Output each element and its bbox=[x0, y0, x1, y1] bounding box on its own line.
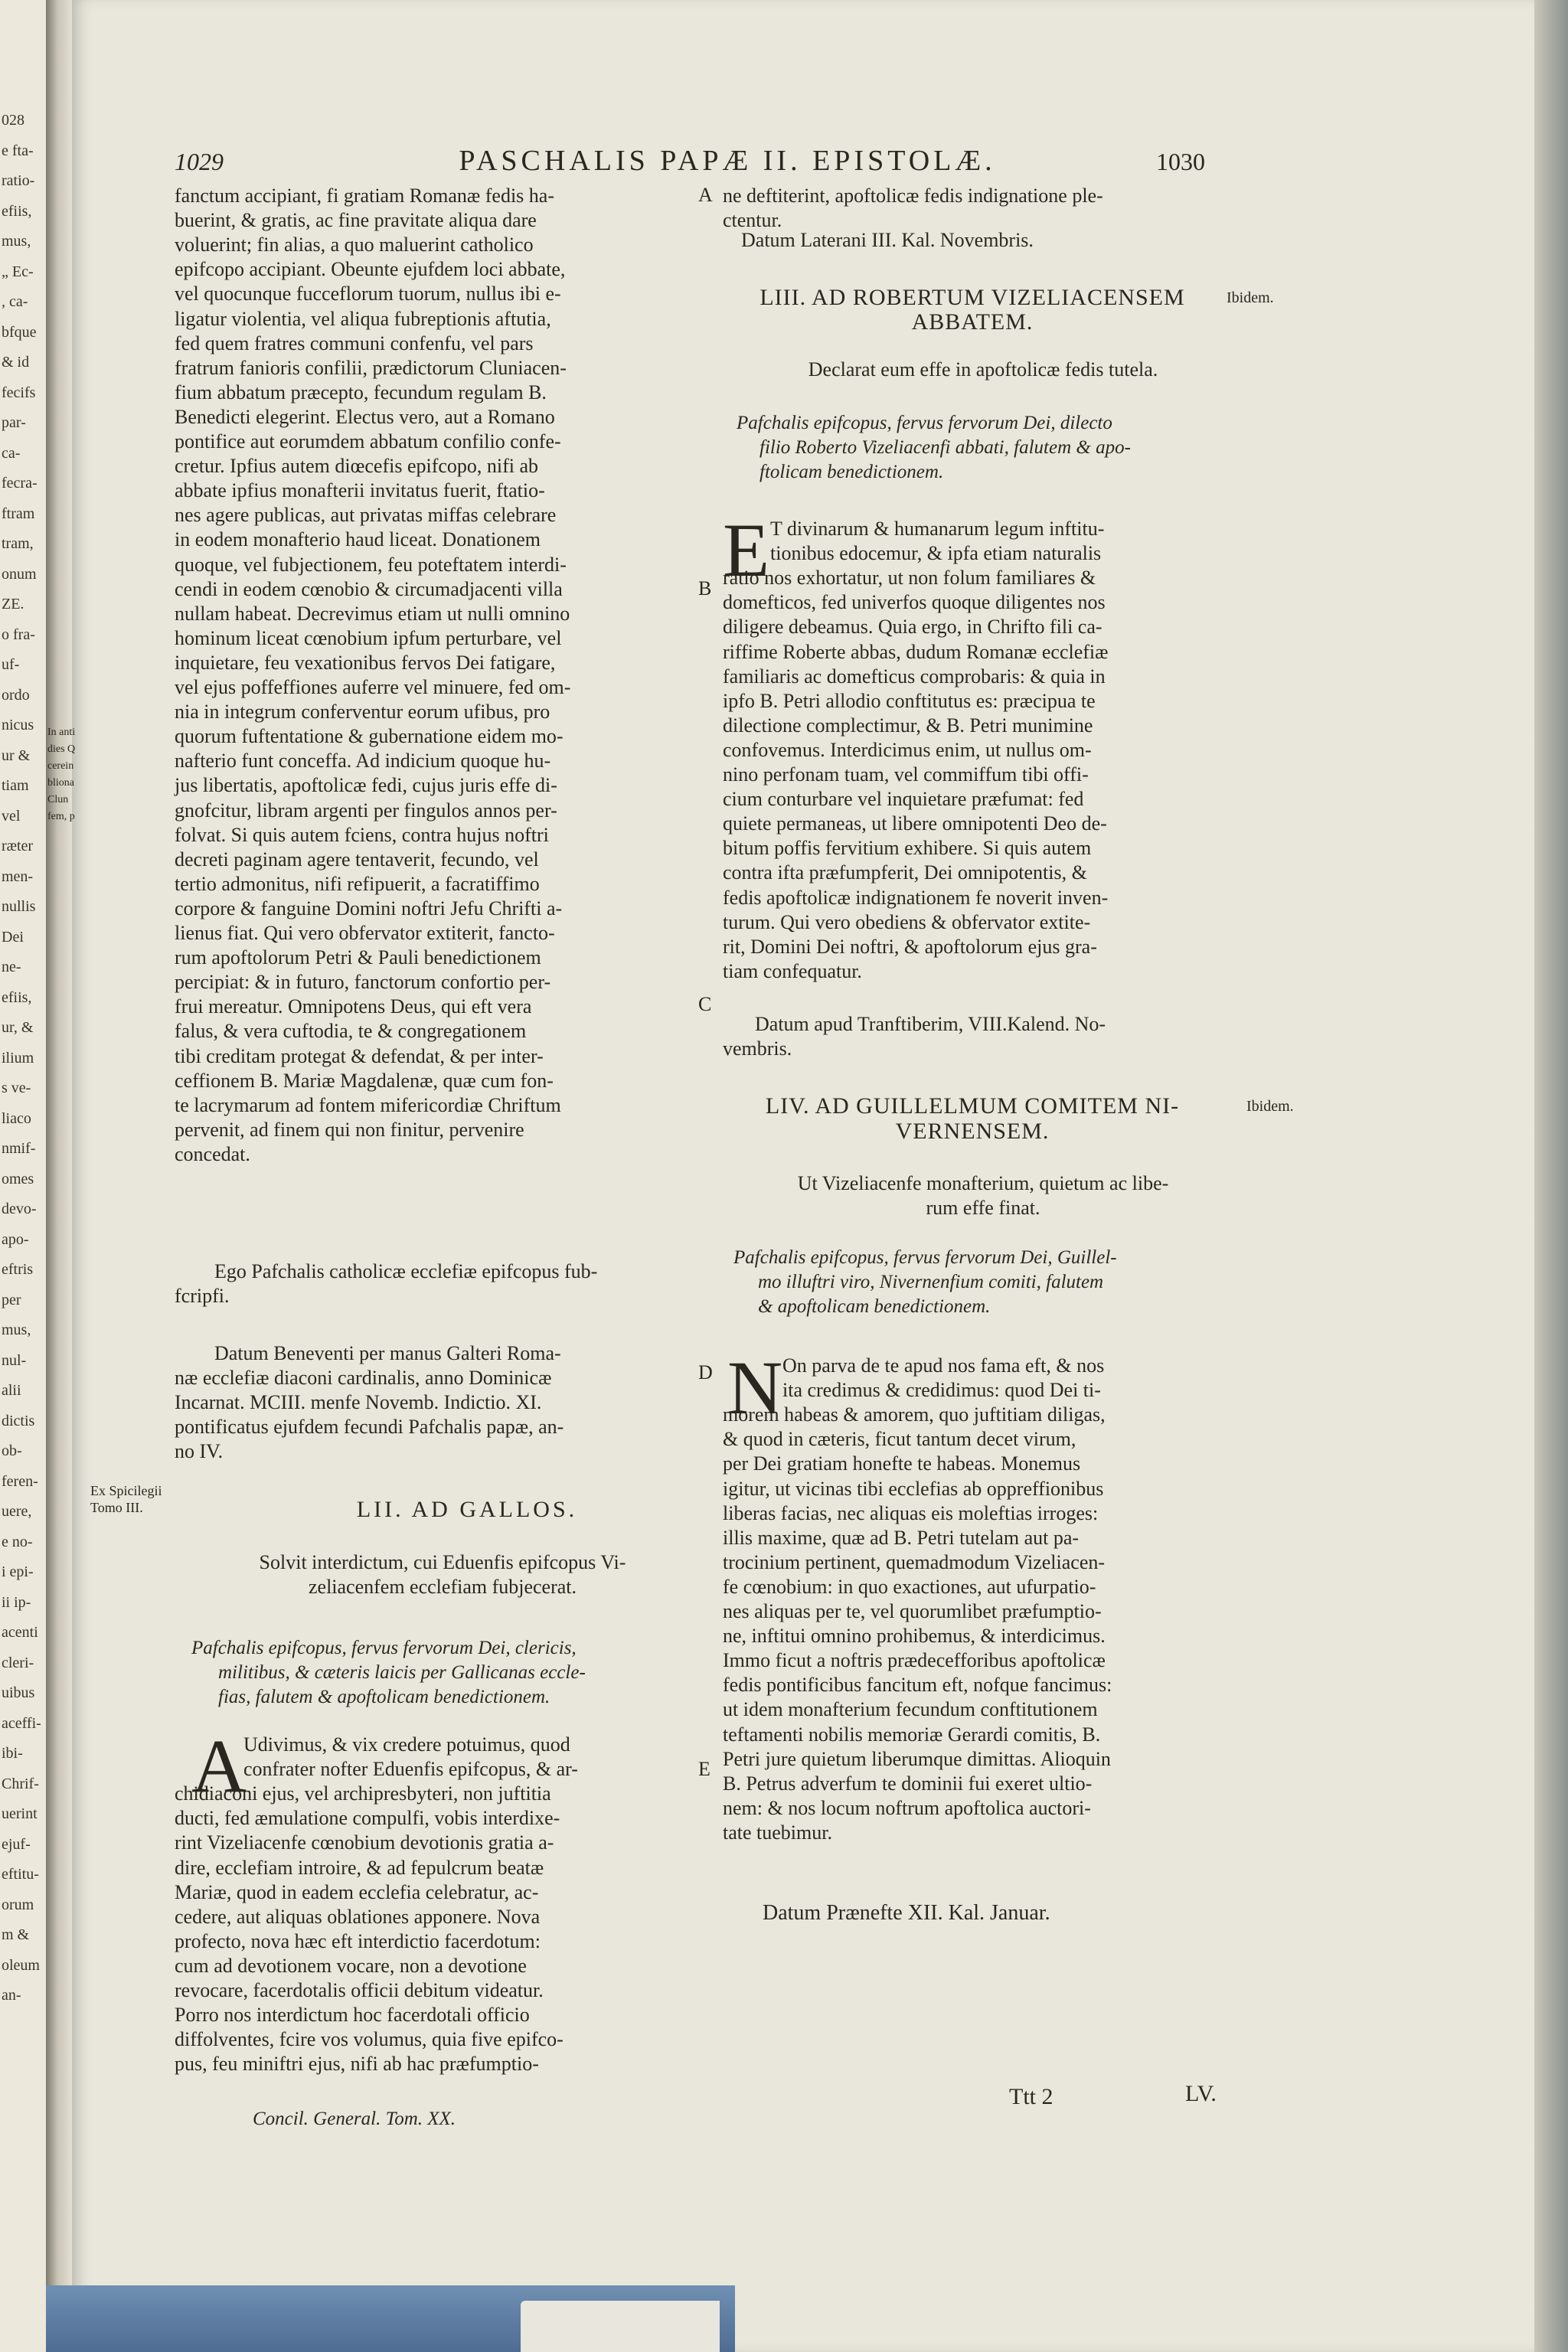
left-page-fragment: nul- bbox=[2, 1351, 27, 1369]
text-line: trocinium pertinent, quemadmodum Vizeliacen- bbox=[723, 1550, 1106, 1573]
text-line: cendi in eodem cœnobio & circumadjacenti villa bbox=[175, 577, 563, 600]
text-line: revocare, facerdotalis officii debitum videatur. bbox=[175, 1979, 544, 2001]
text-line: confovemus. Interdicimus enim, ut nullus om- bbox=[723, 738, 1092, 761]
bottom-cover-strip bbox=[46, 2285, 735, 2352]
text-line: nino perfonam tuam, vel commiffum tibi offi- bbox=[723, 763, 1089, 786]
left-page-fragment: „ Ec- bbox=[2, 263, 34, 280]
left-page-fragment: ZE. bbox=[2, 596, 24, 612]
text-line: ceffionem B. Mariæ Magdalenæ, quæ cum fon- bbox=[175, 1069, 554, 1092]
left-page-fragment: s ve- bbox=[2, 1080, 31, 1096]
left-page-fragment: uere, bbox=[2, 1503, 32, 1520]
section-heading-liv-2: VERNENSEM. bbox=[895, 1119, 1050, 1144]
text-line: morem habeas & amorem, quo juftitiam diligas, bbox=[723, 1403, 1106, 1426]
salutation-line: Pafchalis epifcopus, fervus fervorum Dei, clericis, bbox=[191, 1638, 577, 1658]
text-line: corpore & fanguine Domini noftri Jefu Chrifti a- bbox=[175, 897, 563, 920]
text-line: confrater nofter Eduenfis epifcopus, & ar- bbox=[243, 1758, 578, 1781]
left-page-fragment: ræter bbox=[2, 838, 34, 854]
text-line: Benedicti elegerint. Electus vero, aut a Romano bbox=[175, 405, 555, 428]
datum-line: Datum Laterani III. Kal. Novembris. bbox=[741, 229, 1034, 251]
text-line: dilectione complectimur, & B. Petri munimine bbox=[723, 714, 1093, 737]
text-line: voluerint; fin alias, a quo maluerint catholico bbox=[175, 234, 534, 256]
text-line: fium abbatum præcepto, fecundum regulam B. bbox=[175, 381, 547, 403]
text-line: quorum fuftentatione & gubernatione eidem mo- bbox=[175, 725, 564, 748]
margin-note-small: cerein bbox=[47, 760, 74, 772]
salutation-line: & apoftolicam benedictionem. bbox=[758, 1296, 991, 1318]
text-line: pontifice aut eorumdem abbatum confilio confe- bbox=[175, 430, 561, 452]
text-line: nes aliquas per te, vel quorumlibet præfumptio- bbox=[723, 1600, 1102, 1622]
left-page-fragment: ur & bbox=[2, 746, 31, 764]
left-page-fragment: orum bbox=[2, 1896, 34, 1913]
text-line: fanctum accipiant, fi gratiam Romanæ fedis ha- bbox=[175, 185, 554, 207]
text-line: abbate ipfius monafterii invitatus fuerit, ftatio- bbox=[175, 479, 545, 502]
left-page-fragment: ejuf- bbox=[2, 1835, 31, 1853]
section-letter: B bbox=[698, 577, 712, 599]
left-page-fragment: ob- bbox=[2, 1442, 22, 1459]
text-line: ut idem monafterium fecundum conftitutionem bbox=[723, 1698, 1098, 1721]
summary-line: Solvit interdictum, cui Eduenfis epifcopus Vi- bbox=[259, 1551, 626, 1573]
salutation-line: fias, falutem & apoftolicam benedictionem. bbox=[218, 1687, 550, 1708]
datum-line: næ ecclefiæ diaconi cardinalis, anno Dominicæ bbox=[175, 1367, 552, 1390]
text-line: riffime Roberte abbas, dudum Romanæ ecclefiæ bbox=[723, 640, 1109, 663]
datum-line: no IV. bbox=[175, 1440, 224, 1463]
left-page-fragment: aceffi- bbox=[2, 1714, 41, 1732]
left-page-fragment: liaco bbox=[2, 1109, 31, 1127]
text-line: ita credimus & credidimus: quod Dei ti- bbox=[782, 1379, 1101, 1402]
text-line: nullam habeat. Decrevimus etiam ut nulli omnino bbox=[175, 602, 570, 625]
text-line: jus libertatis, apoftolicæ fedi, cujus juris effe di- bbox=[175, 774, 557, 797]
summary-line: zeliacenfem ecclefiam fubjecerat. bbox=[308, 1576, 577, 1599]
left-page-fragment: bfque bbox=[2, 323, 37, 341]
text-line: folvat. Si quis autem fciens, contra hujus noftri bbox=[175, 823, 549, 846]
left-page-fragment: nicus bbox=[2, 717, 34, 733]
section-letter: A bbox=[698, 184, 713, 206]
salutation-line: ftolicam benedictionem. bbox=[760, 462, 944, 483]
text-line: rit, Domini Dei noftri, & apoftolorum ejus gra- bbox=[723, 935, 1097, 958]
section-heading-lii: LII. AD GALLOS. bbox=[356, 1497, 578, 1522]
left-page-fragment: apo- bbox=[2, 1230, 29, 1248]
datum-line: Datum Prænefte XII. Kal. Januar. bbox=[763, 1901, 1050, 1925]
left-page-fragment: ibi- bbox=[2, 1745, 23, 1762]
left-page-fragment: ratio- bbox=[2, 172, 35, 189]
text-line: Porro nos interdictum hoc facerdotali officio bbox=[175, 2004, 530, 2027]
text-line: te lacrymarum ad fontem mifericordiæ Chriftum bbox=[175, 1093, 561, 1116]
left-page-fragment: ii ip- bbox=[2, 1593, 31, 1611]
running-head: PASCHALIS PAPÆ II. EPISTOLÆ. bbox=[459, 145, 996, 177]
text-line: fratrum fanioris confilii, prædictorum Cluniacen- bbox=[175, 356, 567, 379]
left-page-fragment: par- bbox=[2, 414, 26, 431]
text-line: ligatur violentia, vel aliqua fubreptionis aftutia, bbox=[175, 307, 551, 330]
left-page-fragment: vel bbox=[2, 807, 21, 825]
text-line: tate tuebimur. bbox=[723, 1821, 832, 1844]
text-line: lienus fiat. Qui vero obfervator extiterit, fancto- bbox=[175, 922, 555, 944]
margin-note-small: fem, p bbox=[47, 811, 75, 822]
left-page-fragment: efiis, bbox=[2, 988, 32, 1006]
left-page-strip bbox=[0, 0, 47, 2352]
left-page-fragment: ne- bbox=[2, 959, 21, 975]
folio-left: 1029 bbox=[175, 148, 224, 175]
left-page-fragment: ur, & bbox=[2, 1019, 34, 1036]
text-line: cedere, aut aliquas oblationes apponere. Nova bbox=[175, 1905, 541, 1928]
left-page-fragment: Chrif- bbox=[2, 1775, 39, 1792]
left-page-fragment: nmif- bbox=[2, 1140, 36, 1157]
text-line: epifcopo accipiant. Obeunte ejufdem loci abbate, bbox=[175, 258, 566, 281]
text-line: turum. Qui vero obediens & obfervator extite- bbox=[723, 910, 1091, 933]
section-heading-liii: LIII. AD ROBERTUM VIZELIACENSEM bbox=[760, 285, 1185, 310]
text-line: liberas facias, nec aliquas eis moleftias irroges: bbox=[723, 1501, 1099, 1524]
text-line: rum apoftolorum Petri & Pauli benedictionem bbox=[175, 946, 541, 969]
left-page-fragment: fecifs bbox=[2, 384, 36, 401]
text-line: & quod in cæteris, ficut tantum decet virum, bbox=[723, 1428, 1076, 1451]
section-letter: D bbox=[698, 1361, 713, 1383]
text-line: tertio admonitus, nifi refipuerit, a facratiffimo bbox=[175, 872, 540, 895]
margin-spicilegii-1: Ex Spicilegii bbox=[90, 1483, 162, 1498]
left-page-fragment: eftitu- bbox=[2, 1866, 39, 1883]
text-line: ne, inftitui omnino prohibemus, & interdicimus. bbox=[723, 1625, 1106, 1648]
text-line: in eodem monafterio haud liceat. Donationem bbox=[175, 528, 541, 551]
text-line: dire, ecclefiam introire, & ad fepulcrum beatæ bbox=[175, 1856, 544, 1879]
left-page-fragment: mus, bbox=[2, 233, 31, 250]
text-line: nes agere publicas, aut privatas miffas celebrare bbox=[175, 504, 557, 527]
salutation-line: Pafchalis epifcopus, fervus fervorum Dei, Guillel- bbox=[733, 1247, 1117, 1268]
left-page-fragment: oleum bbox=[2, 1956, 40, 1974]
left-page-fragment: 028 bbox=[2, 112, 24, 129]
catchword: LV. bbox=[1185, 2081, 1217, 2106]
signature-mark: Ttt 2 bbox=[1009, 2084, 1054, 2109]
text-line: ipfo B. Petri allodio conftitutus es: præcipua te bbox=[723, 689, 1096, 712]
text-line: familiaris ac domefticus comprobaris: & quia in bbox=[723, 665, 1106, 688]
text-line: contra ifta præfumpferit, Dei omnipotentis, & bbox=[723, 861, 1087, 884]
text-line: nem: & nos locum noftrum apoftolica auctori- bbox=[723, 1796, 1091, 1819]
left-page-fragment: cleri- bbox=[2, 1654, 34, 1671]
margin-note-small: Clun bbox=[47, 794, 69, 805]
salutation-line: militibus, & cæteris laicis per Gallicanas eccle- bbox=[218, 1662, 586, 1684]
datum-line: pontificatus ejufdem fecundi Pafchalis papæ, an- bbox=[175, 1416, 564, 1439]
text-line: pervenit, ad finem qui non finitur, pervenire bbox=[175, 1118, 524, 1141]
signature-line: fcripfi. bbox=[175, 1285, 230, 1308]
left-page-fragment: fecra- bbox=[2, 475, 38, 492]
text-line: pus, feu miniftri ejus, nifi ab hac præfumptio- bbox=[175, 2053, 539, 2076]
datum-line: Datum apud Tranftiberim, VIII.Kalend. No- bbox=[755, 1013, 1106, 1035]
left-page-fragment: alii bbox=[2, 1382, 21, 1399]
text-line: cium conturbare vel inquietare præfumat: fed bbox=[723, 788, 1084, 811]
text-line: falus, & vera cuftodia, te & congregationem bbox=[175, 1020, 527, 1043]
text-line: hominum liceat cœnobium ipfum perturbare, vel bbox=[175, 626, 562, 649]
text-line: Udivimus, & vix credere potuimus, quod bbox=[243, 1733, 570, 1756]
text-line: fe cœnobium: in quo exactiones, aut ufurpatio- bbox=[723, 1575, 1096, 1598]
book-gutter bbox=[46, 0, 72, 2352]
left-page-fragment: omes bbox=[2, 1170, 34, 1187]
left-page-fragment: men- bbox=[2, 867, 34, 885]
text-line: illis maxime, quæ ad B. Petri tutelam aut pa- bbox=[723, 1526, 1080, 1549]
left-page-fragment: ilium bbox=[2, 1049, 34, 1067]
left-page-fragment: nullis bbox=[2, 898, 36, 915]
text-line: quoque, vel fubjectionem, feu poteftatem interdi- bbox=[175, 553, 567, 576]
text-line: ctentur. bbox=[723, 209, 782, 232]
text-line: domefticos, fed univerfos quoque diligentes nos bbox=[723, 591, 1106, 614]
drop-cap: E bbox=[723, 508, 770, 593]
text-line: chidiaconi ejus, vel archipresbyteri, non juftitia bbox=[175, 1782, 551, 1805]
datum-line: Incarnat. MCIII. menfe Novemb. Indictio. XI. bbox=[175, 1391, 542, 1414]
salutation-line: filio Roberto Vizeliacenfi abbati, falutem & apo- bbox=[760, 437, 1131, 459]
drop-cap: N bbox=[727, 1345, 783, 1430]
text-line: percipiat: & in futuro, fanctorum confortio per- bbox=[175, 971, 551, 994]
text-line: fedis apoftolicæ indignationem fe noverit inven- bbox=[723, 886, 1109, 909]
text-line: Immo ficut a noftris prædecefforibus apoftolicæ bbox=[723, 1649, 1106, 1672]
text-line: nafterio funt conceffa. Ad indicium quoque hu- bbox=[175, 750, 551, 773]
left-page-fragment: an- bbox=[2, 1987, 21, 2004]
summary-line: Ut Vizeliacenfe monafterium, quietum ac libe- bbox=[797, 1172, 1169, 1194]
text-line: decreti paginam agere tentaverit, fecundo, vel bbox=[175, 848, 539, 871]
datum-line: Datum Beneventi per manus Galteri Roma- bbox=[214, 1342, 561, 1364]
text-line: fedis pontificibus fancitum eft, nofque fancimus: bbox=[723, 1674, 1112, 1697]
left-page-fragment: o fra- bbox=[2, 626, 35, 643]
text-line: tibi creditam protegat & defendat, & per inter- bbox=[175, 1044, 544, 1067]
text-line: ne deftiterint, apoftolicæ fedis indignatione ple- bbox=[723, 185, 1103, 207]
left-page-fragment: feren- bbox=[2, 1472, 38, 1490]
text-line: rint Vizeliacenfe cœnobium devotionis gratia a- bbox=[175, 1831, 554, 1854]
page-edge bbox=[1534, 0, 1568, 2352]
margin-ibidem-liii: Ibidem. bbox=[1227, 289, 1274, 306]
left-page-fragment: uf- bbox=[2, 656, 20, 673]
left-page-fragment: efiis, bbox=[2, 202, 32, 220]
bookmark-tab bbox=[521, 2301, 720, 2352]
text-line: On parva de te apud nos fama eft, & nos bbox=[782, 1354, 1105, 1377]
text-line: fed quem fratres communi confenfu, vel pars bbox=[175, 332, 534, 354]
margin-spicilegii-2: Tomo III. bbox=[90, 1500, 143, 1515]
summary-line: Declarat eum effe in apoftolicæ fedis tutela. bbox=[808, 358, 1158, 381]
text-line: inquietare, feu vexationibus fervos Dei fatigare, bbox=[175, 651, 556, 674]
text-line: buerint, & gratis, ac fine pravitate aliqua dare bbox=[175, 209, 537, 232]
left-page-fragment: tram, bbox=[2, 535, 34, 552]
text-line: ratio nos exhortatur, ut non folum familiares & bbox=[723, 567, 1096, 590]
text-line: diligere debeamus. Quia ergo, in Chrifto fili ca- bbox=[723, 616, 1102, 639]
left-page-fragment: uibus bbox=[2, 1684, 35, 1701]
summary-line: rum effe finat. bbox=[926, 1197, 1040, 1220]
datum-line: vembris. bbox=[723, 1037, 792, 1060]
salutation-line: Pafchalis epifcopus, fervus fervorum Dei, dilecto bbox=[737, 413, 1112, 433]
text-line: tiam confequatur. bbox=[723, 959, 862, 982]
left-page-fragment: uerint bbox=[2, 1805, 38, 1822]
salutation-line: mo illuftri viro, Nivernenfium comiti, falutem bbox=[758, 1272, 1104, 1293]
left-page-fragment: ordo bbox=[2, 686, 30, 704]
text-line: B. Petrus adverfum te dominii fui exeret ultio- bbox=[723, 1772, 1093, 1795]
left-page-fragment: eftris bbox=[2, 1261, 34, 1278]
left-page-fragment: e no- bbox=[2, 1533, 33, 1550]
text-line: vel ejus poffeffiones auferre vel minuere, fed om- bbox=[175, 676, 571, 698]
text-line: T divinarum & humanarum legum inftitu- bbox=[770, 518, 1105, 540]
left-page-fragment: , ca- bbox=[2, 293, 28, 310]
left-page-fragment: devo- bbox=[2, 1200, 37, 1217]
text-line: frui mereatur. Omnipotens Deus, qui eft vera bbox=[175, 995, 532, 1018]
margin-note-small: In anti bbox=[47, 727, 76, 738]
margin-note-small: bliona bbox=[47, 777, 74, 789]
margin-ibidem-liv: Ibidem. bbox=[1246, 1098, 1294, 1115]
section-heading-liv: LIV. AD GUILLELMUM COMITEM NI- bbox=[765, 1093, 1180, 1119]
text-line: ducti, fed æmulatione compulfi, vobis interdixe- bbox=[175, 1807, 560, 1830]
section-letter: E bbox=[698, 1758, 710, 1780]
text-line: Mariæ, quod in eadem ecclefia celebratur, ac- bbox=[175, 1880, 539, 1903]
text-line: cretur. Ipfius autem diœcefis epifcopo, nifi ab bbox=[175, 455, 539, 478]
left-page-fragment: per bbox=[2, 1291, 21, 1308]
left-page-fragment: m & bbox=[2, 1926, 30, 1943]
left-page-fragment: tiam bbox=[2, 777, 29, 794]
text-line: teftamenti nobilis memoriæ Gerardi comitis, B. bbox=[723, 1723, 1101, 1746]
text-line: tionibus edocemur, & ipfa etiam naturalis bbox=[770, 542, 1102, 565]
margin-note-small: dies Q bbox=[47, 743, 76, 755]
left-page-fragment: acenti bbox=[2, 1624, 38, 1641]
left-page-fragment: e fta- bbox=[2, 142, 34, 159]
text-line: per Dei gratiam honefte te habeas. Monemus bbox=[723, 1452, 1081, 1475]
signature-line: Ego Pafchalis catholicæ ecclefiæ epifcopus fub- bbox=[214, 1260, 598, 1282]
left-page-fragment: Dei bbox=[2, 928, 24, 946]
section-letter: C bbox=[698, 993, 712, 1015]
left-page-fragment: onum bbox=[2, 565, 37, 583]
text-line: bitum poffis fervitium exhibere. Si quis autem bbox=[723, 837, 1092, 860]
left-page-fragment: & id bbox=[2, 354, 30, 371]
text-line: profecto, nova hæc eft interdictio facerdotum: bbox=[175, 1929, 541, 1952]
left-page-fragment: ca- bbox=[2, 444, 21, 462]
text-line: vel quocunque fucceflorum tuorum, nullus ibi e- bbox=[175, 283, 561, 305]
text-line: quiete permaneas, ut libere omnipotenti Deo de- bbox=[723, 812, 1107, 835]
left-page-fragment: i epi- bbox=[2, 1563, 34, 1580]
text-line: nia in integrum conferventur eorum ufibus, pro bbox=[175, 701, 550, 724]
left-page-fragment: dictis bbox=[2, 1412, 35, 1429]
section-heading-liii-2: ABBATEM. bbox=[911, 309, 1034, 335]
text-line: diffolventes, fcire vos volumus, quia five epifco- bbox=[175, 2028, 564, 2051]
text-line: cum ad devotionem vocare, non a devotione bbox=[175, 1954, 527, 1977]
left-page-fragment: ftram bbox=[2, 505, 35, 522]
footer-concil: Concil. General. Tom. XX. bbox=[253, 2109, 456, 2129]
drop-cap: A bbox=[191, 1723, 247, 1808]
left-page-fragment: mus, bbox=[2, 1321, 31, 1338]
text-line: gnofcitur, libram argenti per fingulos annos per- bbox=[175, 799, 557, 822]
folio-right: 1030 bbox=[1156, 148, 1205, 175]
text-line: igitur, ut vicinas tibi ecclefias ab oppreffionibus bbox=[723, 1477, 1104, 1500]
text-line: Petri jure quietum liberumque dimittas. Alioquin bbox=[723, 1747, 1111, 1770]
text-line: concedat. bbox=[175, 1142, 250, 1165]
